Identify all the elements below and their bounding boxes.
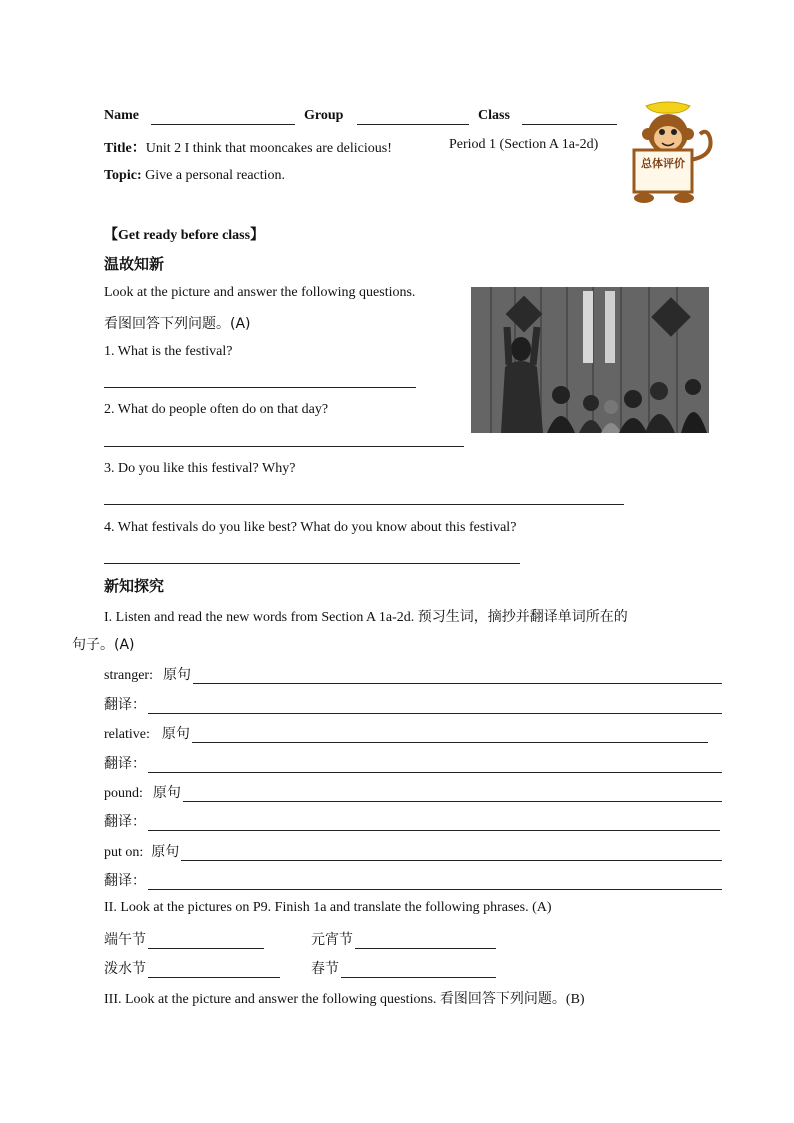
monkey-icon [622, 100, 717, 205]
festival-photo [471, 287, 709, 433]
phrase-duanwu: 端午节 [104, 932, 146, 948]
translate-line-stranger[interactable] [148, 699, 722, 714]
sentence-line-relative[interactable] [192, 728, 708, 743]
name-field[interactable] [151, 124, 295, 125]
topic-value: Give a personal reaction. [145, 168, 286, 183]
title-value: Unit 2 I think that mooncakes are delicious! [145, 141, 392, 156]
topic-line [104, 168, 285, 184]
topic-label: Topic: [104, 168, 142, 183]
phrase-poshui: 泼水节 [104, 961, 146, 977]
question-1: 1. What is the festival? [104, 344, 233, 359]
translate-line-relative[interactable] [148, 758, 722, 773]
phrase-line-poshui[interactable] [148, 963, 280, 978]
row-puton-sentence [104, 841, 722, 861]
row-stranger-sentence [104, 664, 722, 684]
title-line [104, 137, 392, 157]
review-intro-cn: 看图回答下列问题。(A) [104, 316, 251, 332]
word-pound: pound: [104, 786, 143, 801]
question-3: 3. Do you like this festival? Why? [104, 461, 296, 476]
row-puton-translate [104, 870, 722, 890]
row-relative-translate [104, 753, 722, 773]
sentence-line-stranger[interactable] [193, 669, 722, 684]
part3-instruction: III. Look at the picture and answer the following questions. 看图回答下列问题。(B) [104, 992, 585, 1007]
word-relative: relative: [104, 727, 150, 742]
sentence-label: 原句 [151, 844, 180, 860]
row-pound-sentence [104, 782, 722, 802]
sentence-line-pound[interactable] [183, 787, 722, 802]
part1-instruction-cont: 句子。(A) [72, 637, 135, 653]
monkey-evaluation-badge [622, 100, 717, 205]
explore-heading: 新知探究 [104, 577, 165, 595]
answer-line-3[interactable] [104, 504, 624, 505]
class-field[interactable] [522, 124, 617, 125]
phrase-row-yuanxiao [311, 929, 496, 949]
sentence-label: 原句 [161, 726, 190, 742]
row-stranger-translate [104, 694, 722, 714]
part2-instruction: II. Look at the pictures on P9. Finish 1a and translate the following phrases. (A) [104, 900, 552, 915]
name-label: Name [104, 108, 139, 123]
answer-line-1[interactable] [104, 387, 416, 388]
translate-label: 翻译： [104, 814, 146, 830]
phrase-chunjie: 春节 [311, 961, 339, 977]
group-field[interactable] [357, 124, 469, 125]
class-label: Class [478, 108, 510, 123]
translate-label: 翻译： [104, 697, 146, 713]
evaluation-badge-text: 总体评价 [641, 157, 685, 170]
translate-line-put-on[interactable] [148, 875, 722, 890]
answer-line-4[interactable] [104, 563, 520, 564]
phrase-line-yuanxiao[interactable] [355, 934, 496, 949]
sentence-label: 原句 [152, 785, 181, 801]
word-put-on: put on: [104, 845, 144, 860]
question-2: 2. What do people often do on that day? [104, 402, 329, 417]
row-pound-translate [104, 811, 720, 831]
translate-line-pound[interactable] [148, 816, 720, 831]
title-label: Title： [104, 141, 146, 156]
section-get-ready: 【Get ready before class】 [104, 228, 265, 243]
translate-label: 翻译： [104, 756, 146, 772]
word-stranger: stranger: [104, 668, 153, 683]
sentence-line-put-on[interactable] [181, 846, 722, 861]
phrase-row-chunjie [311, 958, 496, 978]
answer-line-2[interactable] [104, 446, 464, 447]
phrase-row-poshui [104, 958, 280, 978]
phrase-row-duanwu [104, 929, 264, 949]
part1-instruction: I. Listen and read the new words from Section A 1a-2d. 预习生词，摘抄并翻译单词所在的 [104, 610, 628, 625]
group-label: Group [304, 108, 344, 123]
sentence-label: 原句 [162, 667, 191, 683]
review-intro-en: Look at the picture and answer the following questions. [104, 285, 416, 300]
row-relative-sentence [104, 723, 708, 743]
phrase-line-chunjie[interactable] [341, 963, 496, 978]
period-text: Period 1 (Section A 1a-2d) [449, 137, 599, 152]
translate-label: 翻译： [104, 873, 146, 889]
phrase-line-duanwu[interactable] [148, 934, 264, 949]
review-heading: 温故知新 [104, 255, 165, 273]
phrase-yuanxiao: 元宵节 [311, 932, 353, 948]
question-4: 4. What festivals do you like best? What do you know about this festival? [104, 520, 517, 535]
